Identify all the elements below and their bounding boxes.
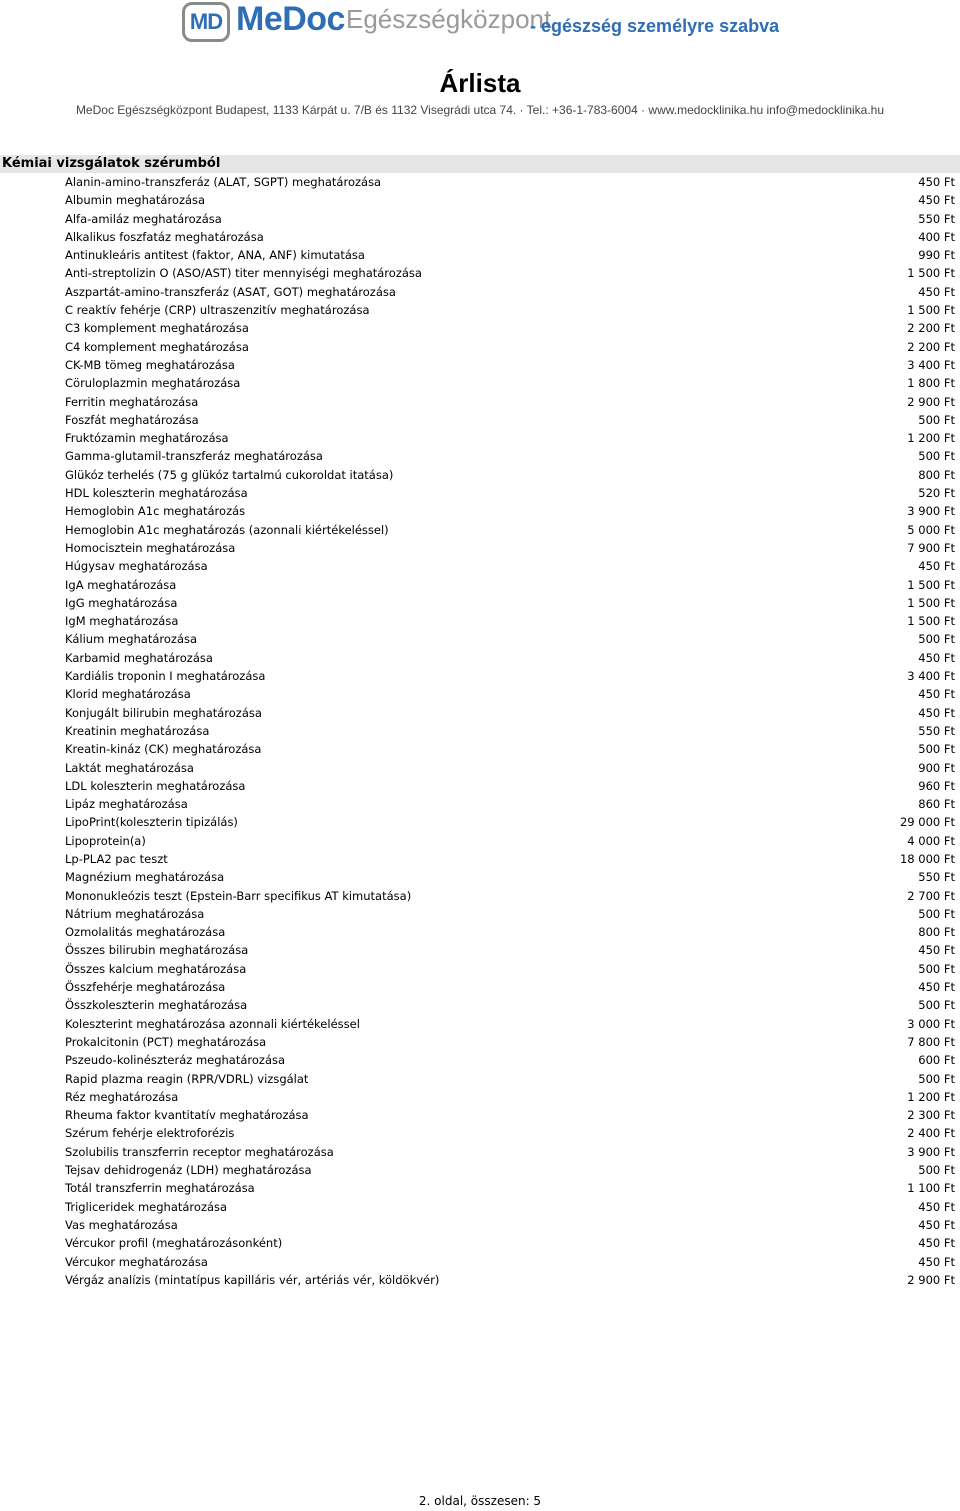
list-item	[0, 1051, 960, 1069]
item-price: 1 800 Ft	[907, 376, 955, 391]
brand-name: MeDoc	[236, 0, 345, 38]
item-name: Vas meghatározása	[65, 1217, 178, 1232]
list-item	[0, 429, 960, 447]
item-price: 3 400 Ft	[907, 669, 955, 684]
item-price: 400 Ft	[918, 229, 955, 244]
list-item	[0, 868, 960, 886]
list-item	[0, 941, 960, 959]
item-price: 3 000 Ft	[907, 1016, 955, 1031]
item-name: Mononukleózis teszt (Epstein-Barr specifikus AT kimutatása)	[65, 888, 412, 903]
item-price: 500 Ft	[918, 1071, 955, 1086]
list-item	[0, 630, 960, 648]
item-name: Anti-streptolizin O (ASO/AST) titer mennyiségi meghatározása	[65, 266, 422, 281]
list-item	[0, 777, 960, 795]
item-price: 500 Ft	[918, 998, 955, 1013]
item-name: Pszeudo-kolinészteráz meghatározása	[65, 1053, 286, 1068]
page-title: Árlista	[439, 68, 521, 98]
item-name: Vércukor profil (meghatározásonként)	[65, 1236, 283, 1251]
list-item	[0, 1124, 960, 1142]
item-name: LDL koleszterin meghatározása	[65, 778, 246, 793]
list-item	[0, 1271, 960, 1289]
item-price: 2 300 Ft	[907, 1108, 955, 1123]
item-price: 500 Ft	[918, 412, 955, 427]
list-item	[0, 356, 960, 374]
item-price: 450 Ft	[918, 1217, 955, 1232]
list-item	[0, 557, 960, 575]
list-item	[0, 795, 960, 813]
item-name: Kardiális troponin I meghatározása	[65, 669, 266, 684]
list-item	[0, 374, 960, 392]
item-price: 2 400 Ft	[907, 1126, 955, 1141]
list-item	[0, 850, 960, 868]
item-name: Koleszterint meghatározása azonnali kiértékeléssel	[65, 1016, 360, 1031]
list-item	[0, 210, 960, 228]
list-item	[0, 960, 960, 978]
list-item	[0, 1161, 960, 1179]
item-price: 2 900 Ft	[907, 394, 955, 409]
item-name: Vérgáz analízis (mintatípus kapilláris vér, artériás vér, köldökvér)	[65, 1272, 440, 1287]
list-item	[0, 502, 960, 520]
item-price: 18 000 Ft	[899, 851, 955, 866]
list-item	[0, 923, 960, 941]
item-name: Glükóz terhelés (75 g glükóz tartalmú cukoroldat itatása)	[65, 467, 394, 482]
item-price: 800 Ft	[918, 467, 955, 482]
item-price: 550 Ft	[918, 211, 955, 226]
item-name: Húgysav meghatározása	[65, 559, 208, 574]
item-name: Trigliceridek meghatározása	[65, 1199, 228, 1214]
item-price: 450 Ft	[918, 1254, 955, 1269]
item-price: 500 Ft	[918, 1163, 955, 1178]
item-price: 450 Ft	[918, 559, 955, 574]
item-price: 520 Ft	[918, 486, 955, 501]
list-item	[0, 191, 960, 209]
item-name: Laktát meghatározása	[65, 760, 194, 775]
item-name: Réz meghatározása	[65, 1089, 179, 1104]
list-item	[0, 1033, 960, 1051]
item-price: 4 000 Ft	[907, 833, 955, 848]
section-header	[0, 155, 960, 173]
list-item	[0, 484, 960, 502]
item-price: 450 Ft	[918, 650, 955, 665]
item-name: C3 komplement meghatározása	[65, 321, 249, 336]
item-price: 450 Ft	[918, 1199, 955, 1214]
item-name: Összfehérje meghatározása	[65, 980, 226, 995]
list-item	[0, 466, 960, 484]
item-price: 2 200 Ft	[907, 321, 955, 336]
item-price: 450 Ft	[918, 980, 955, 995]
item-name: IgM meghatározása	[65, 614, 179, 629]
item-name: Antinukleáris antitest (faktor, ANA, ANF) kimutatása	[65, 248, 365, 263]
item-name: Lipáz meghatározása	[65, 797, 188, 812]
list-item	[0, 612, 960, 630]
item-price: 500 Ft	[918, 906, 955, 921]
item-price: 1 500 Ft	[907, 266, 955, 281]
list-item	[0, 832, 960, 850]
item-price: 29 000 Ft	[899, 815, 955, 830]
list-item	[0, 319, 960, 337]
list-item	[0, 539, 960, 557]
item-price: 450 Ft	[918, 175, 955, 189]
list-item	[0, 1198, 960, 1216]
item-name: Cöruloplazmin meghatározása	[65, 376, 241, 391]
item-name: Aszpartát-amino-transzferáz (ASAT, GOT) meghatározása	[65, 284, 396, 299]
item-name: Ozmolalitás meghatározása	[65, 925, 226, 940]
item-name: Fruktózamin meghatározása	[65, 431, 229, 446]
item-name: Szérum fehérje elektroforézis	[65, 1126, 235, 1141]
item-name: Kreatin-kináz (CK) meghatározása	[65, 742, 262, 757]
list-item	[0, 1070, 960, 1088]
item-price: 990 Ft	[918, 248, 955, 263]
item-price: 500 Ft	[918, 961, 955, 976]
item-price: 550 Ft	[918, 870, 955, 885]
item-price: 3 400 Ft	[907, 357, 955, 372]
list-item	[0, 1088, 960, 1106]
list-item	[0, 246, 960, 264]
item-price: 2 700 Ft	[907, 888, 955, 903]
item-name: LipoPrint(koleszterin tipizálás)	[65, 815, 238, 830]
list-item	[0, 704, 960, 722]
list-item	[0, 1234, 960, 1252]
item-name: Összkoleszterin meghatározása	[65, 998, 248, 1013]
item-name: CK-MB tömeg meghatározása	[65, 357, 235, 372]
item-price: 1 500 Ft	[907, 577, 955, 592]
item-price: 450 Ft	[918, 1236, 955, 1251]
item-name: Totál transzferrin meghatározása	[65, 1181, 255, 1196]
item-price: 450 Ft	[918, 687, 955, 702]
list-item	[0, 173, 960, 191]
item-price: 1 500 Ft	[907, 614, 955, 629]
item-name: Rapid plazma reagin (RPR/VDRL) vizsgálat	[65, 1071, 309, 1086]
list-item	[0, 338, 960, 356]
item-price: 600 Ft	[918, 1053, 955, 1068]
item-name: Ferritin meghatározása	[65, 394, 199, 409]
item-name: Lipoprotein(a)	[65, 833, 146, 848]
price-list	[0, 173, 960, 1289]
list-item	[0, 887, 960, 905]
section-title: Kémiai vizsgálatok szérumból	[2, 156, 221, 171]
logo-mark-text: MD	[189, 9, 223, 34]
item-name: Szolubilis transzferrin receptor meghatározása	[65, 1144, 334, 1159]
item-price: 1 200 Ft	[907, 431, 955, 446]
list-item	[0, 667, 960, 685]
item-price: 500 Ft	[918, 632, 955, 647]
list-item	[0, 1143, 960, 1161]
list-item	[0, 521, 960, 539]
item-price: 900 Ft	[918, 760, 955, 775]
list-item	[0, 813, 960, 831]
list-item	[0, 1179, 960, 1197]
brand-suffix: Egészségközpont	[346, 4, 552, 34]
item-price: 960 Ft	[918, 778, 955, 793]
item-price: 450 Ft	[918, 705, 955, 720]
item-price: 7 800 Ft	[907, 1034, 955, 1049]
item-name: C reaktív fehérje (CRP) ultraszenzitív meghatározása	[65, 303, 370, 318]
item-name: Kálium meghatározása	[65, 632, 198, 647]
item-name: Alanin-amino-transzferáz (ALAT, SGPT) meghatározása	[65, 175, 382, 189]
list-item	[0, 576, 960, 594]
item-price: 1 500 Ft	[907, 595, 955, 610]
item-price: 500 Ft	[918, 449, 955, 464]
item-price: 450 Ft	[918, 193, 955, 208]
medoc-logo-icon	[182, 2, 230, 42]
list-item	[0, 228, 960, 246]
list-item	[0, 759, 960, 777]
item-name: Magnézium meghatározása	[65, 870, 225, 885]
item-name: Vércukor meghatározása	[65, 1254, 208, 1269]
item-name: Prokalcitonin (PCT) meghatározása	[65, 1034, 267, 1049]
list-item	[0, 905, 960, 923]
item-price: 450 Ft	[918, 284, 955, 299]
item-name: Hemoglobin A1c meghatározás	[65, 504, 246, 519]
list-item	[0, 649, 960, 667]
item-name: Konjugált bilirubin meghatározása	[65, 705, 262, 720]
item-name: Gamma-glutamil-transzferáz meghatározása	[65, 449, 323, 464]
item-name: Hemoglobin A1c meghatározás (azonnali kiértékeléssel)	[65, 522, 389, 537]
item-price: 2 200 Ft	[907, 339, 955, 354]
item-name: C4 komplement meghatározása	[65, 339, 249, 354]
item-price: 1 200 Ft	[907, 1089, 955, 1104]
item-name: Tejsav dehidrogenáz (LDH) meghatározása	[65, 1163, 312, 1178]
item-name: Alfa-amiláz meghatározása	[65, 211, 222, 226]
item-price: 3 900 Ft	[907, 504, 955, 519]
list-item	[0, 594, 960, 612]
list-item	[0, 722, 960, 740]
list-item	[0, 996, 960, 1014]
item-price: 2 900 Ft	[907, 1272, 955, 1287]
item-name: Összes bilirubin meghatározása	[65, 943, 249, 958]
item-price: 1 500 Ft	[907, 303, 955, 318]
list-item	[0, 393, 960, 411]
item-name: IgG meghatározása	[65, 595, 178, 610]
list-item	[0, 283, 960, 301]
list-item	[0, 740, 960, 758]
list-item	[0, 685, 960, 703]
list-item	[0, 264, 960, 282]
item-name: IgA meghatározása	[65, 577, 177, 592]
page-footer: 2. oldal, összesen: 5	[418, 1494, 542, 1508]
list-item	[0, 1015, 960, 1033]
item-name: Alkalikus foszfatáz meghatározása	[65, 229, 264, 244]
item-price: 7 900 Ft	[907, 540, 955, 555]
address-line: MeDoc Egészségközpont Budapest, 1133 Kárpát u. 7/B és 1132 Visegrádi utca 74. · Tel.: +36-1-783-6004 · www.medocklinika.hu info@medocklinika.hu	[75, 103, 885, 117]
item-price: 860 Ft	[918, 797, 955, 812]
item-name: Homocisztein meghatározása	[65, 540, 236, 555]
item-name: Albumin meghatározása	[65, 193, 206, 208]
item-name: Lp-PLA2 pac teszt	[65, 851, 168, 866]
item-name: Összes kalcium meghatározása	[65, 961, 247, 976]
list-item	[0, 978, 960, 996]
header	[0, 0, 960, 48]
item-price: 3 900 Ft	[907, 1144, 955, 1159]
item-name: Foszfát meghatározása	[65, 412, 199, 427]
item-name: Rheuma faktor kvantitatív meghatározása	[65, 1108, 309, 1123]
list-item	[0, 1216, 960, 1234]
item-name: Karbamid meghatározása	[65, 650, 213, 665]
item-name: Nátrium meghatározása	[65, 906, 205, 921]
item-name: Kreatinin meghatározása	[65, 723, 210, 738]
item-price: 800 Ft	[918, 925, 955, 940]
item-name: Klorid meghatározása	[65, 687, 191, 702]
slogan: - egészség személyre szabva	[530, 16, 780, 36]
item-price: 550 Ft	[918, 723, 955, 738]
list-item	[0, 1253, 960, 1271]
list-item	[0, 1106, 960, 1124]
item-name: HDL koleszterin meghatározása	[65, 486, 248, 501]
item-price: 1 100 Ft	[907, 1181, 955, 1196]
list-item	[0, 447, 960, 465]
list-item	[0, 301, 960, 319]
item-price: 500 Ft	[918, 742, 955, 757]
item-price: 5 000 Ft	[907, 522, 955, 537]
item-price: 450 Ft	[918, 943, 955, 958]
list-item	[0, 411, 960, 429]
